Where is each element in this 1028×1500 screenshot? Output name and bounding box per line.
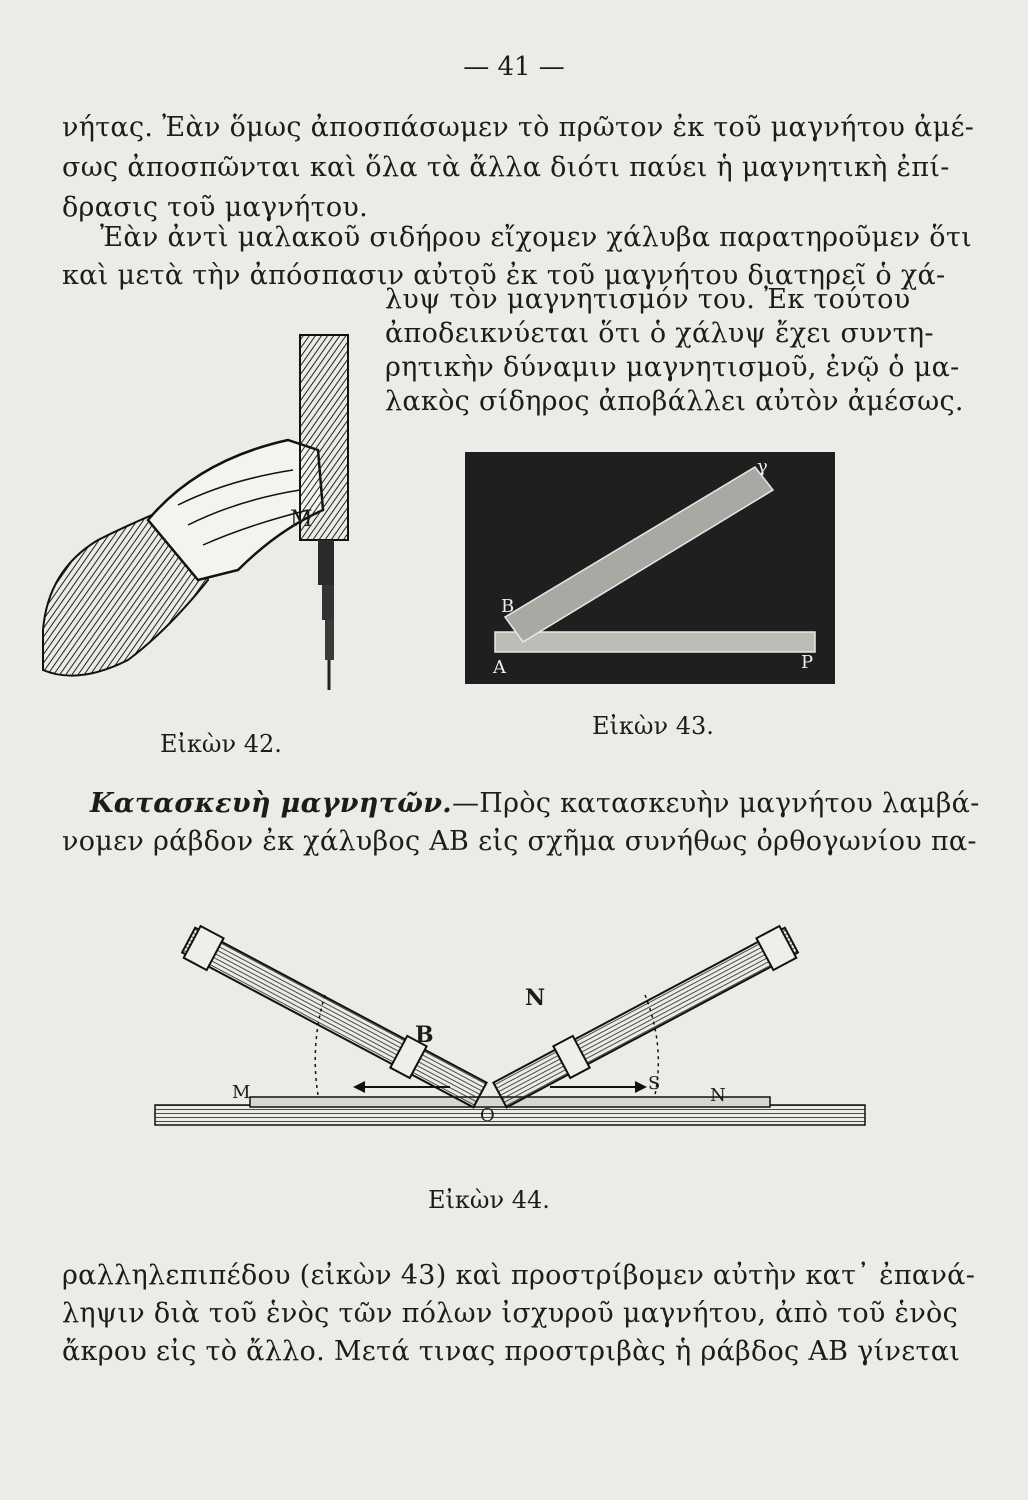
text-line: ληψιν διὰ τοῦ ἑνὸς τῶν πόλων ἰσχυροῦ μαγνήτου, ἀπὸ τοῦ ἑνὸς xyxy=(62,1298,959,1329)
figure-43-illustration xyxy=(465,452,835,684)
figure-42-label-m: M xyxy=(290,507,313,532)
text-line: καὶ μετὰ τὴν ἀπόσπασιν αὐτοῦ ἐκ τοῦ μαγνήτου διατηρεῖ ὁ χά- xyxy=(62,260,946,291)
figure-42-caption: Εἰκὼν 42. xyxy=(160,730,282,758)
text-line: —Πρὸς κατασκευὴν μαγνήτου λαμβά- xyxy=(451,788,980,819)
figure-43-caption: Εἰκὼν 43. xyxy=(592,712,714,740)
figure-43-label-y: γ xyxy=(757,456,768,477)
figure-44-label-n-right: N xyxy=(710,1085,726,1106)
figure-44 xyxy=(150,905,870,1145)
text-line: λυψ τὸν μαγνητισμόν του. Ἐκ τούτου xyxy=(385,284,911,315)
figure-44-illustration xyxy=(150,905,870,1145)
figure-42-illustration xyxy=(38,330,378,700)
figure-42 xyxy=(38,330,378,700)
figure-44-label-s: S xyxy=(648,1073,661,1094)
figure-43-label-a: A xyxy=(493,657,506,678)
text-line: νομεν ράβδον ἐκ χάλυβος AB εἰς σχῆμα συνήθως ὀρθογωνίου πα- xyxy=(62,826,977,857)
figure-44-caption: Εἰκὼν 44. xyxy=(428,1186,550,1214)
page-number: — 41 — xyxy=(463,52,565,82)
figure-43 xyxy=(465,452,835,684)
figure-44-label-o: O xyxy=(480,1105,495,1126)
text-line: σως ἀποσπῶνται καὶ ὅλα τὰ ἄλλα διότι παύει ἡ μαγνητικὴ ἐπί- xyxy=(62,152,950,183)
figure-44-label-b: B xyxy=(415,1022,434,1048)
text-line: ρητικὴν δύναμιν μαγνητισμοῦ, ἐνῷ ὁ μα- xyxy=(385,352,960,383)
text-line: Ἐὰν ἀντὶ μαλακοῦ σιδήρου εἴχομεν χάλυβα παρατηροῦμεν ὅτι xyxy=(100,222,972,253)
text-line: ραλληλεπιπέδου (εἰκὼν 43) καὶ προστρίβομεν αὐτὴν κατ᾽ ἐπανά- xyxy=(62,1260,976,1291)
figure-43-label-p: P xyxy=(801,652,814,673)
text-line: ἀποδεικνύεται ὅτι ὁ χάλυψ ἔχει συντη- xyxy=(385,318,934,349)
figure-44-label-n-top: N xyxy=(525,985,546,1011)
section-heading: Κατασκευὴ μαγνητῶν. xyxy=(90,788,452,819)
section-heading-line xyxy=(90,788,980,819)
text-line: νήτας. Ἐὰν ὅμως ἀποσπάσωμεν τὸ πρῶτον ἐκ τοῦ μαγνήτου ἀμέ- xyxy=(62,112,975,143)
text-line: ἄκρου εἰς τὸ ἄλλο. Μετά τινας προστριβὰς ἡ ράβδος AB γίνεται xyxy=(62,1336,961,1367)
text-line: δρασις τοῦ μαγνήτου. xyxy=(62,192,368,223)
figure-44-label-m: M xyxy=(232,1082,251,1103)
figure-43-label-b: B xyxy=(501,596,515,617)
text-line: λακὸς σίδηρος ἀποβάλλει αὐτὸν ἀμέσως. xyxy=(385,386,964,417)
